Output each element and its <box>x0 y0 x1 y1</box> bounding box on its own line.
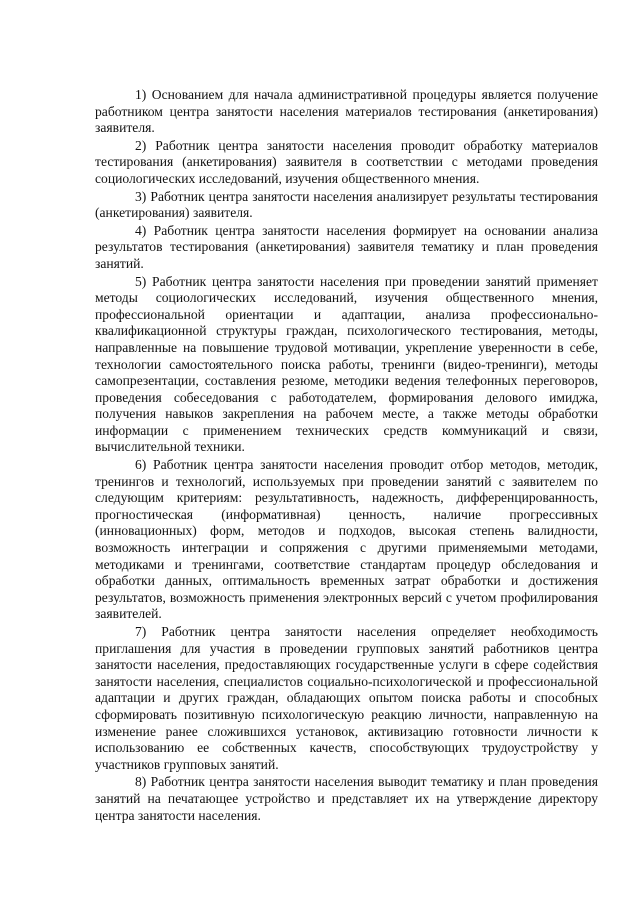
document-body <box>95 87 598 825</box>
paragraph-3: 3) Работник центра занятости населения анализирует результаты тестирования (анкетирования) заявителя. <box>95 188 598 221</box>
paragraph-2: 2) Работник центра занятости населения проводит обработку материалов тестирования (анкетирования) заявителя в соответствии с методами проведения социологических исследований, изучения общественного мнения. <box>95 137 598 186</box>
paragraph-5: 5) Работник центра занятости населения при проведении занятий применяет методы социологических исследований, изучения общественного мнения, профессиональной ориентации и адаптации, анализа профессионально-квалификационной структуры граждан, психологического тестирования, методы, направленные на повышение трудовой мотивации, укрепление уверенности в себе, технологии самостоятельного поиска работы, тренинги (видео-тренинги), методы самопрезентации, составления резюме, методики ведения телефонных переговоров, проведения собеседования с работодателем, формирования делового имиджа, получения навыков закрепления на рабочем месте, а также методы обработки информации с применением технических средств коммуникаций и связи, вычислительной техники. <box>95 273 598 455</box>
paragraph-6: 6) Работник центра занятости населения проводит отбор методов, методик, тренингов и технологий, используемых при проведении занятий с заявителем по следующим критериям: результативность, надежность, дифференцированность, прогностическая (информативная) ценность, наличие прогрессивных (инновационных) форм, методов и подходов, высокая степень валидности, возможность интеграции и сопряжения с другими применяемыми методами, методиками и тренингами, соответствие стандартам процедур обследования и обработки данных, оптимальность временных затрат обработки и достижения результатов, возможность применения электронных версий с учетом профилирования заявителей. <box>95 457 598 622</box>
paragraph-8: 8) Работник центра занятости населения выводит тематику и план проведения занятий на печатающее устройство и представляет их на утверждение директору центра занятости населения. <box>95 774 598 823</box>
paragraph-7: 7) Работник центра занятости населения определяет необходимость приглашения для участия в проведении групповых занятий работников центра занятости населения, предоставляющих государственные услуги в сфере содействия занятости населения, специалистов социально-психологической и профессиональной адаптации и других граждан, обладающих опытом поиска работы и способных сформировать позитивную психологическую реакцию личности, направленную на изменение ранее сложившихся установок, активизацию готовности личности к использованию ее собственных качеств, способствующих трудоустройству у участников групповых занятий. <box>95 624 598 772</box>
paragraph-1: 1) Основанием для начала административной процедуры является получение работником центра занятости населения материалов тестирования (анкетирования) заявителя. <box>95 87 598 136</box>
paragraph-4: 4) Работник центра занятости населения формирует на основании анализа результатов тестирования (анкетирования) заявителя тематику и план проведения занятий. <box>95 222 598 271</box>
